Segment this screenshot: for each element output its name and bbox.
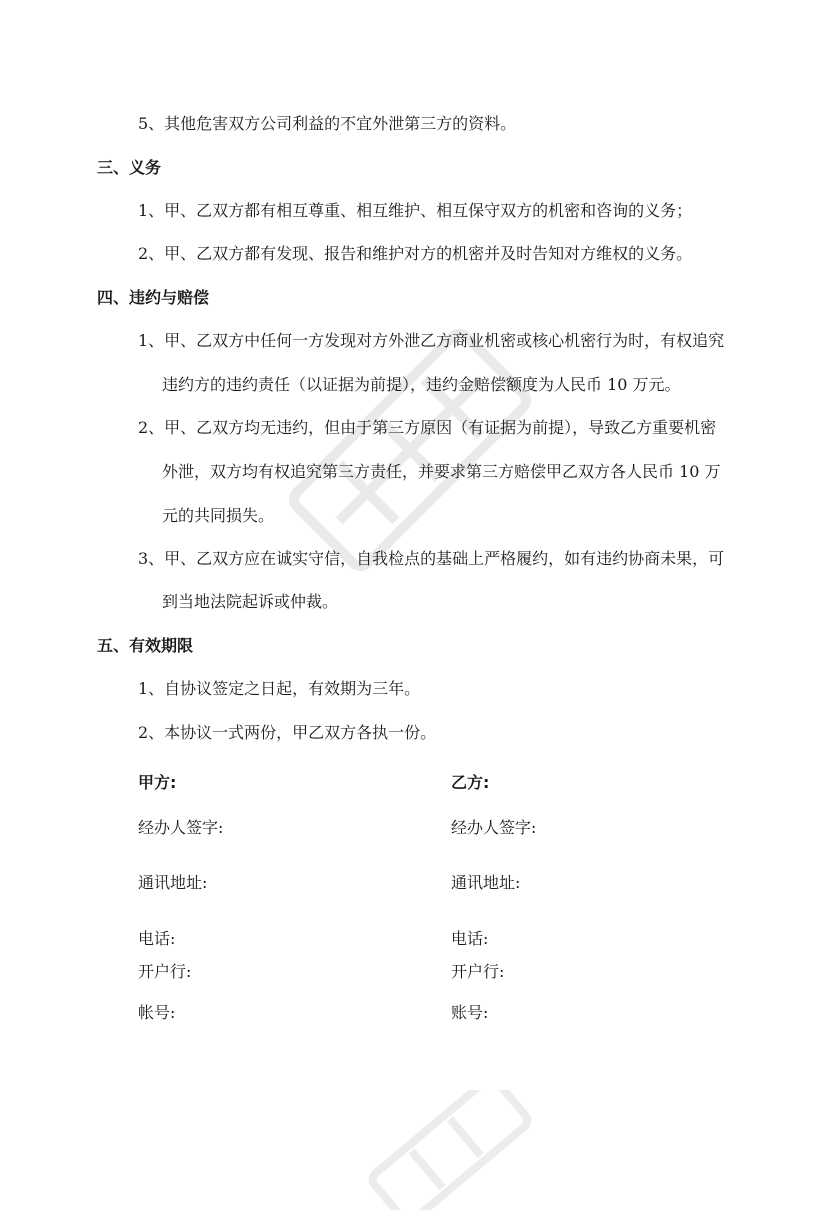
- section-5-title: 五、有效期限: [97, 636, 194, 655]
- section-4-item-2-line-2: 外泄，双方均有权追究第三方责任，并要求第三方赔偿甲乙双方各人民币 10 万: [162, 462, 721, 481]
- party-a-signer: 经办人签字:: [138, 818, 224, 837]
- party-a-account: 帐号:: [138, 1003, 176, 1022]
- section-4-item-3-line-1: 3、甲、乙双方应在诚实守信，自我检点的基础上严格履约，如有违约协商未果，可: [138, 549, 725, 568]
- section-4-item-1-line-2: 违约方的违约责任（以证据为前提），违约金赔偿额度为人民币 10 万元。: [162, 375, 681, 394]
- party-b-phone: 电话:: [451, 929, 489, 948]
- section-3-item-2: 2、甲、乙双方都有发现、报告和维护对方的机密并及时告知对方维权的义务。: [138, 244, 693, 263]
- party-a-address: 通讯地址:: [138, 873, 208, 892]
- section-5-item-1: 1、自协议签定之日起，有效期为三年。: [138, 679, 421, 698]
- party-b-account: 账号:: [451, 1003, 489, 1022]
- party-b-address: 通讯地址:: [451, 873, 521, 892]
- section-5-item-2: 2、本协议一式两份，甲乙双方各执一份。: [138, 723, 437, 742]
- party-b-signer: 经办人签字:: [451, 818, 537, 837]
- section-4-item-1-line-1: 1、甲、乙双方中任何一方发现对方外泄乙方商业机密或核心机密行为时，有权追究: [138, 331, 725, 350]
- section-4-item-2-line-3: 元的共同损失。: [162, 506, 275, 525]
- paragraph-item5-prev: 5、其他危害双方公司利益的不宜外泄第三方的资料。: [138, 114, 517, 133]
- section-3-item-1: 1、甲、乙双方都有相互尊重、相互维护、相互保守双方的机密和咨询的义务；: [138, 201, 693, 220]
- section-4-item-3-line-2: 到当地法院起诉或仲裁。: [162, 592, 339, 611]
- party-a-phone: 电话:: [138, 929, 176, 948]
- party-a-title: 甲方:: [138, 773, 177, 792]
- section-3-title: 三、义务: [97, 158, 162, 177]
- watermark-logo-bottom-icon: [350, 1090, 550, 1210]
- section-4-item-2-line-1: 2、甲、乙双方均无违约，但由于第三方原因（有证据为前提），导致乙方重要机密: [138, 418, 717, 437]
- party-b-bank: 开户行:: [451, 962, 505, 981]
- section-4-title: 四、违约与赔偿: [97, 288, 210, 307]
- party-a-bank: 开户行:: [138, 962, 192, 981]
- party-b-title: 乙方:: [451, 773, 490, 792]
